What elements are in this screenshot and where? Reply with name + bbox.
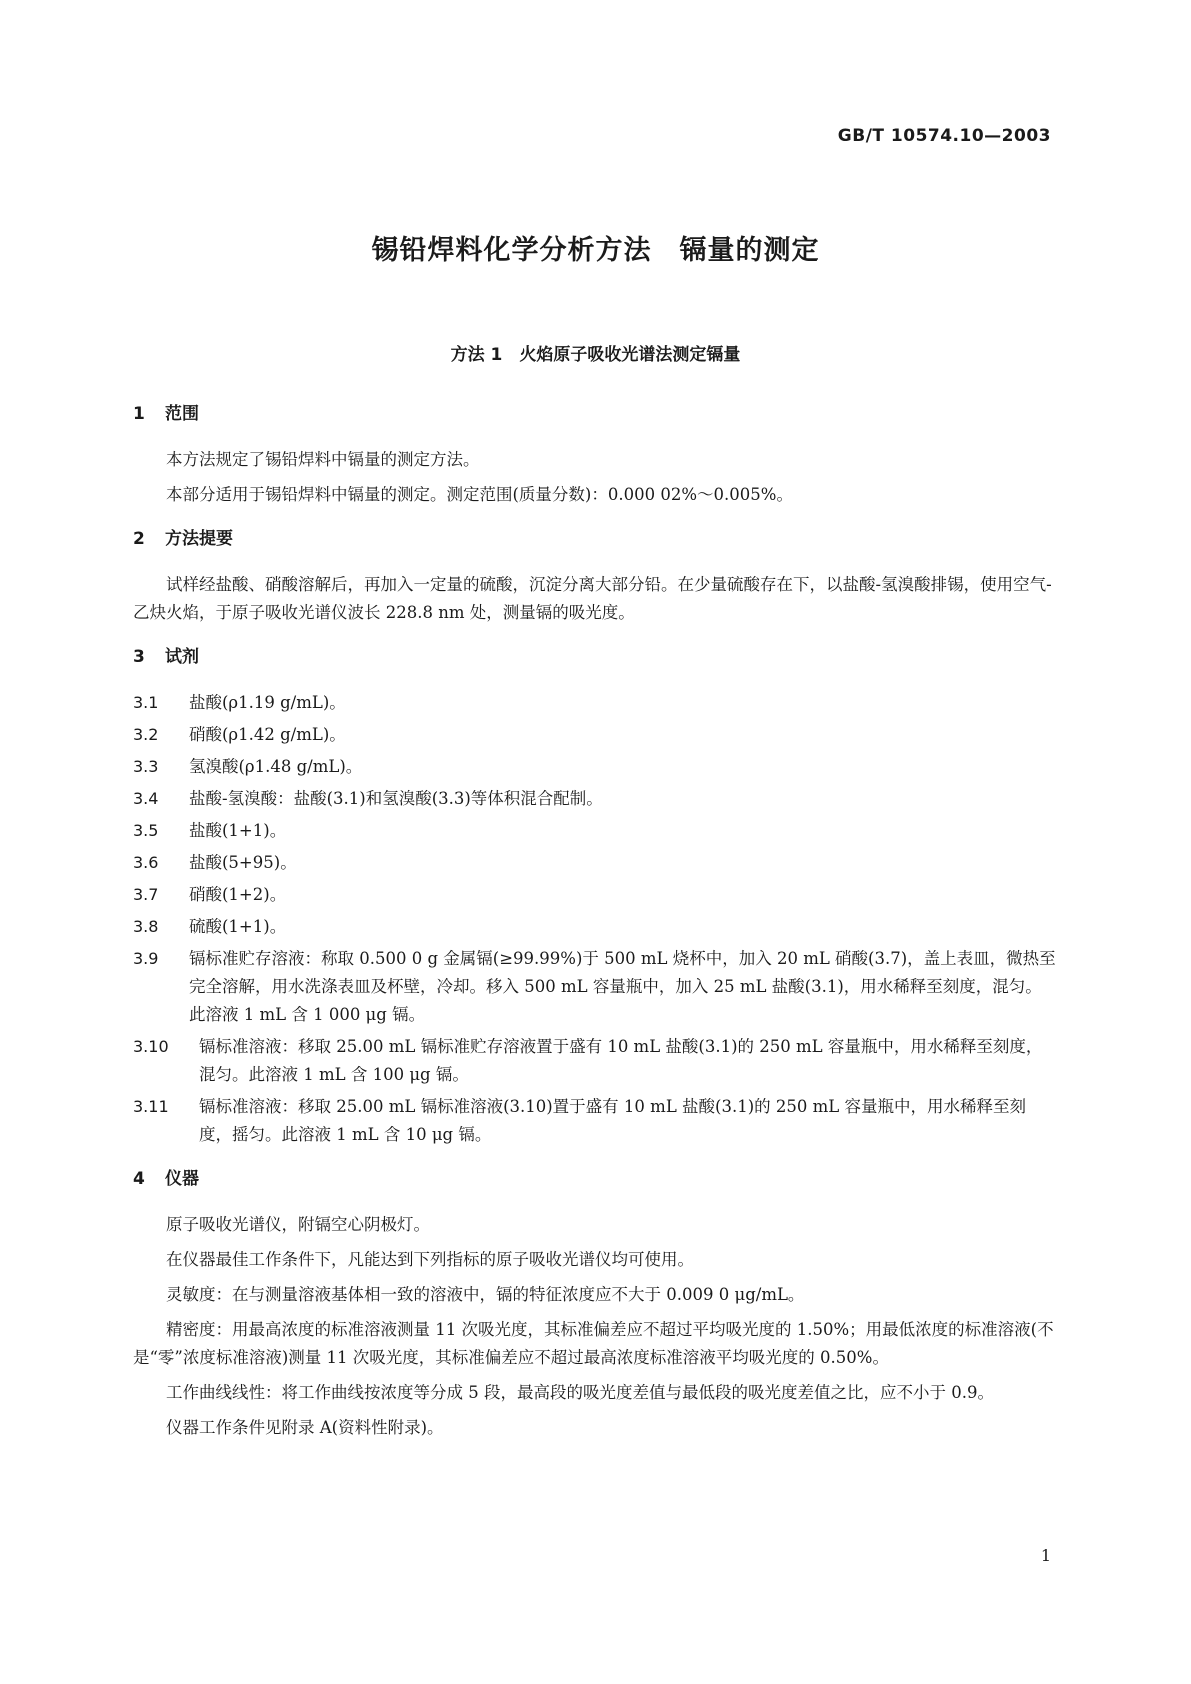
item-number: 3.7 (133, 885, 159, 904)
reagent-item (133, 753, 1058, 781)
paragraph: 精密度：用最高浓度的标准溶液测量 11 次吸光度，其标准偏差应不超过平均吸光度的 1.50%；用最低浓度的标准溶液(不是“零”浓度标准溶液)测量 11 次吸光度，其标准偏差应不超过最高浓度标准溶液平均吸光度的 0.50%。 (133, 1320, 1054, 1367)
paragraph: 在仪器最佳工作条件下，凡能达到下列指标的原子吸收光谱仪均可使用。 (166, 1250, 694, 1269)
paragraph: 本部分适用于锡铅焊料中镉量的测定。测定范围(质量分数)：0.000 02%～0.005%。 (166, 485, 793, 504)
reagent-item (133, 817, 1058, 845)
paragraph: 仪器工作条件见附录 A(资料性附录)。 (166, 1418, 444, 1437)
item-text: 盐酸(5+95)。 (189, 853, 297, 872)
item-text: 镉标准贮存溶液：称取 0.500 0 g 金属镉(≥99.99%)于 500 mL 烧杯中，加入 20 mL 硝酸(3.7)，盖上表皿，微热至完全溶解，用水洗涤表皿及杯壁，冷却。移入 500 mL 容量瓶中，加入 25 mL 盐酸(3.1)，用水稀释至刻度，混匀。此溶液 1 mL 含 1 000 μg 镉。 (189, 949, 1056, 1024)
item-text: 氢溴酸(ρ1.48 g/mL)。 (189, 757, 363, 776)
item-text: 硝酸(1+2)。 (189, 885, 287, 904)
reagent-item (133, 945, 1058, 1029)
reagent-list (133, 689, 1058, 1149)
item-number: 3.6 (133, 853, 159, 872)
paragraph: 灵敏度：在与测量溶液基体相一致的溶液中，镉的特征浓度应不大于 0.009 0 μg/mL。 (166, 1285, 805, 1304)
section-number: 2 (133, 529, 145, 549)
section-title: 仪器 (165, 1169, 199, 1189)
reagent-item (133, 721, 1058, 749)
item-text: 盐酸-氢溴酸：盐酸(3.1)和氢溴酸(3.3)等体积混合配制。 (189, 789, 603, 808)
item-number: 3.2 (133, 725, 159, 744)
page-number: 1 (1040, 1546, 1051, 1565)
method-subtitle: 方法 1 火焰原子吸收光谱法测定镉量 (450, 345, 741, 365)
item-number: 3.10 (133, 1037, 169, 1056)
reagent-item (133, 785, 1058, 813)
paragraph: 原子吸收光谱仪，附镉空心阴极灯。 (166, 1215, 430, 1234)
item-text: 硫酸(1+1)。 (189, 917, 287, 936)
section-number: 3 (133, 647, 145, 667)
item-number: 3.11 (133, 1097, 169, 1116)
item-text: 镉标准溶液：移取 25.00 mL 镉标准贮存溶液置于盛有 10 mL 盐酸(3.1)的 250 mL 容量瓶中，用水稀释至刻度，混匀。此溶液 1 mL 含 100 μg 镉。 (199, 1037, 1043, 1084)
section-title: 方法提要 (165, 529, 233, 549)
paragraph: 本方法规定了锡铅焊料中镉量的测定方法。 (166, 450, 480, 469)
item-number: 3.9 (133, 949, 159, 968)
document-body (133, 400, 1058, 1449)
item-number: 3.5 (133, 821, 159, 840)
section-heading-scope (133, 400, 1058, 428)
section-heading-principle (133, 525, 1058, 553)
item-text: 镉标准溶液：移取 25.00 mL 镉标准溶液(3.10)置于盛有 10 mL 盐酸(3.1)的 250 mL 容量瓶中，用水稀释至刻度，摇匀。此溶液 1 mL 含 10 μg 镉。 (199, 1097, 1026, 1144)
standard-code: GB/T 10574.10—2003 (837, 126, 1051, 146)
reagent-item (133, 881, 1058, 909)
item-text: 盐酸(ρ1.19 g/mL)。 (189, 693, 346, 712)
item-text: 盐酸(1+1)。 (189, 821, 287, 840)
section-title: 试剂 (165, 647, 199, 667)
section-body-principle (133, 571, 1058, 627)
reagent-item (133, 849, 1058, 877)
reagent-item (133, 1033, 1058, 1089)
section-heading-apparatus (133, 1165, 1058, 1193)
paragraph: 试样经盐酸、硝酸溶解后，再加入一定量的硫酸，沉淀分离大部分铅。在少量硫酸存在下，以盐酸-氢溴酸排锡，使用空气-乙炔火焰，于原子吸收光谱仪波长 228.8 nm 处，测量镉的吸光度。 (133, 575, 1052, 622)
item-number: 3.3 (133, 757, 159, 776)
item-number: 3.4 (133, 789, 159, 808)
item-number: 3.1 (133, 693, 159, 712)
reagent-item (133, 1093, 1058, 1149)
reagent-item (133, 913, 1058, 941)
section-title: 范围 (165, 404, 199, 424)
section-number: 1 (133, 404, 145, 424)
section-body-apparatus (133, 1211, 1058, 1442)
item-text: 硝酸(ρ1.42 g/mL)。 (189, 725, 346, 744)
paragraph: 工作曲线线性：将工作曲线按浓度等分成 5 段，最高段的吸光度差值与最低段的吸光度差值之比，应不小于 0.9。 (166, 1383, 994, 1402)
item-number: 3.8 (133, 917, 159, 936)
document-title: 锡铅焊料化学分析方法 镉量的测定 (371, 235, 820, 266)
reagent-item (133, 689, 1058, 717)
section-heading-reagents (133, 643, 1058, 671)
section-number: 4 (133, 1169, 145, 1189)
section-body-scope (133, 446, 1058, 509)
